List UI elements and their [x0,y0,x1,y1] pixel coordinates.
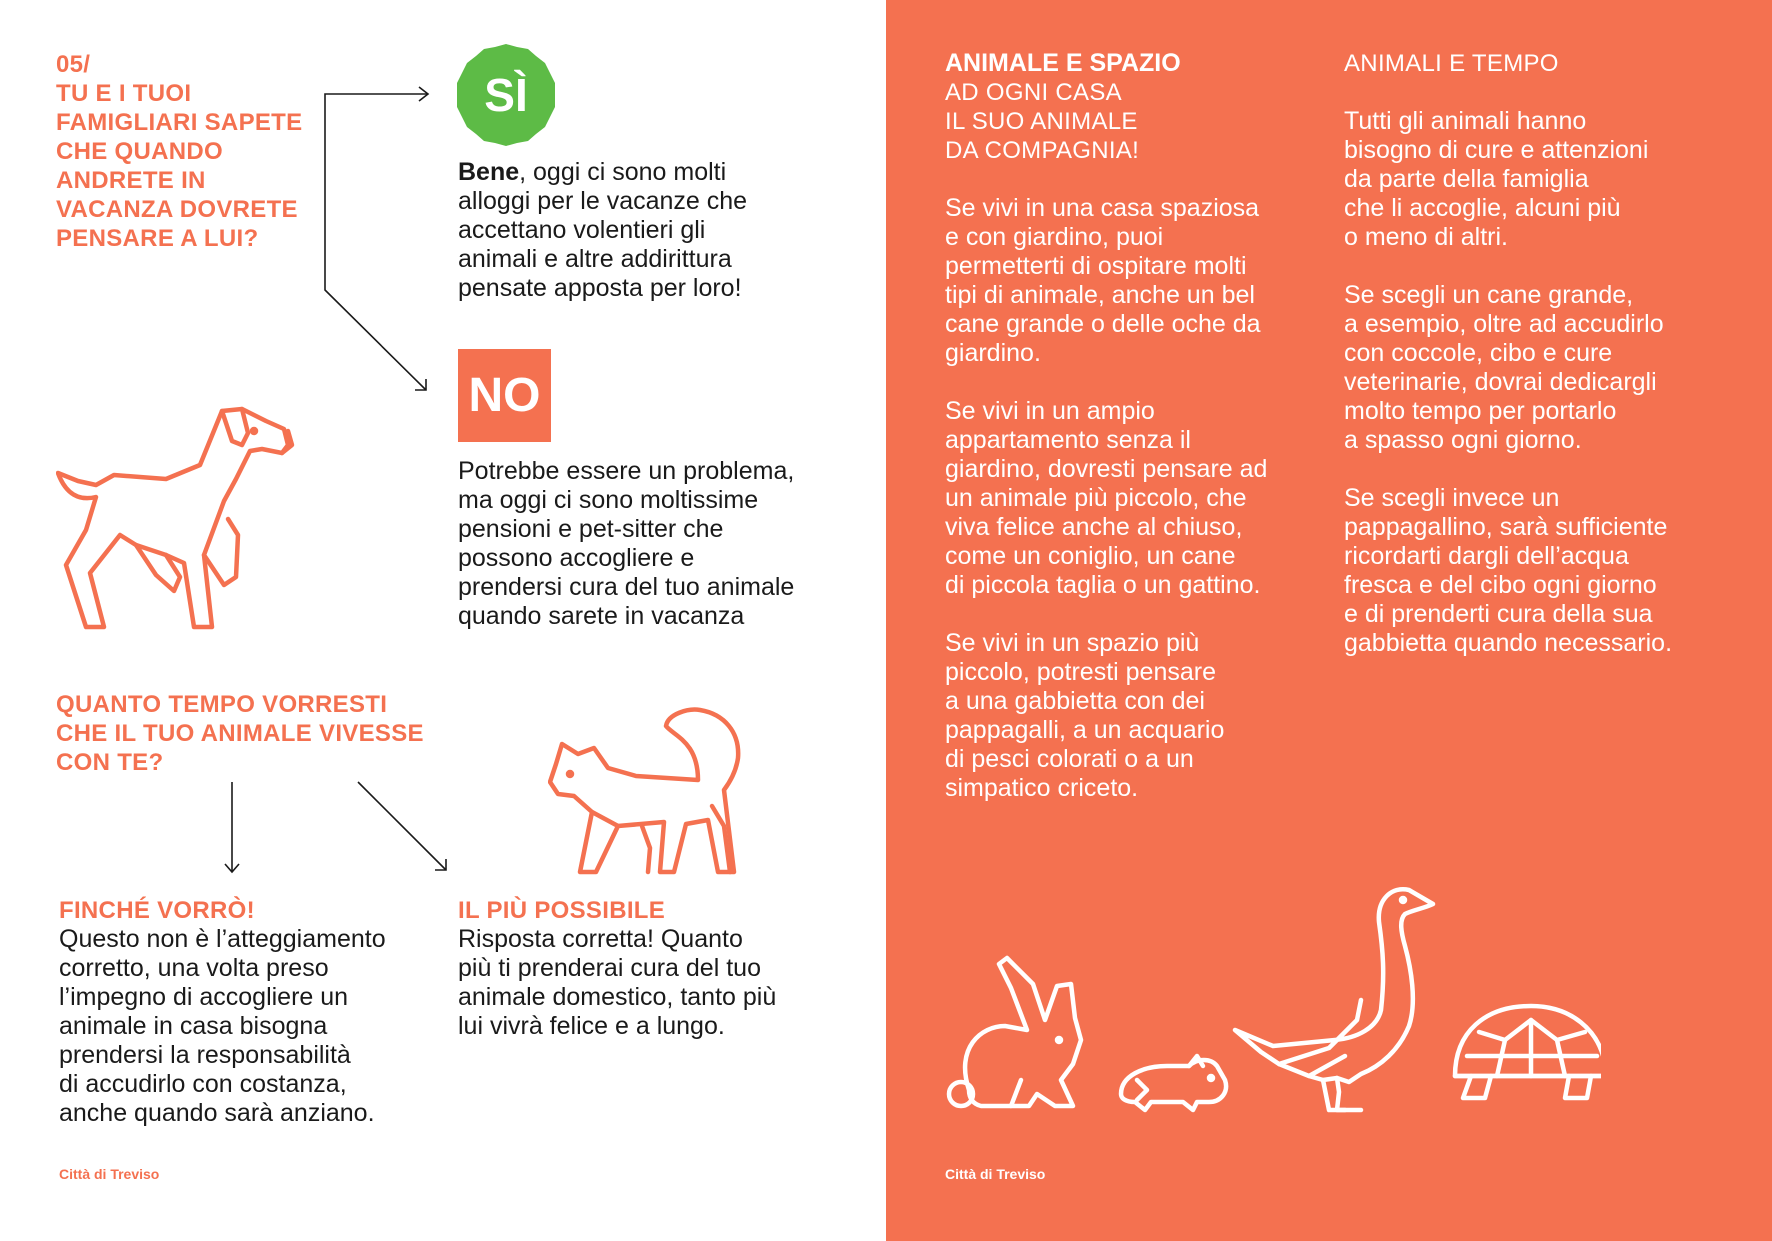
yes-badge-label: SÌ [484,69,528,121]
answer-b-line: più ti prenderai cura del tuo [458,954,761,982]
question-number: 05/ [56,51,91,78]
space-line: come un coniglio, un cane [945,542,1236,570]
goose-icon [1235,889,1433,1110]
space-line: viva felice anche al chiuso, [945,513,1243,541]
time-line: Se scegli un cane grande, [1344,281,1634,309]
time-line: a spasso ogni giorno. [1344,426,1582,454]
space-line: permetterti di ospitare molti [945,252,1247,280]
arrow-icon [325,87,428,390]
question-2-line: CON TE? [56,749,164,776]
question-1-line: FAMIGLIARI SAPETE [56,109,303,136]
answer-a-line: corretto, una volta preso [59,954,329,982]
space-line: a una gabbietta con dei [945,687,1205,715]
time-line: pappagallino, sarà sufficiente [1344,513,1668,541]
space-line: giardino. [945,339,1041,367]
answer-a-line: anche quando sarà anziano. [59,1099,375,1127]
time-line: con coccole, cibo e cure [1344,339,1613,367]
no-badge: NO [458,349,551,442]
space-line: Se vivi in un spazio più [945,629,1200,657]
space-line: Se vivi in una casa spaziosa [945,194,1260,222]
time-title: ANIMALI E TEMPO [1344,50,1559,77]
answer-a-line: Questo non è l’atteggiamento [59,925,386,953]
space-line: e con giardino, puoi [945,223,1164,251]
space-line: piccolo, potresti pensare [945,658,1216,686]
yes-first-line [458,158,747,187]
time-line: a esempio, oltre ad accudirlo [1344,310,1664,338]
yes-bold-word: Bene [458,158,520,186]
cat-icon [548,702,758,877]
animals-illustration [941,880,1601,1140]
space-line: pappagalli, a un acquario [945,716,1225,744]
no-line: pensioni e pet-sitter che [458,515,724,543]
no-line: ma oggi ci sono moltissime [458,486,759,514]
yes-line: alloggi per le vacanze che [458,187,748,215]
yes-line: pensate apposta per loro! [458,274,742,302]
no-line: possono accogliere e [458,544,695,572]
yes-answer [458,158,747,303]
arrow-icon [225,782,446,872]
question-2 [56,690,424,777]
yes-line: animali e altre addirittura [458,245,732,273]
space-subtitle-line: DA COMPAGNIA! [945,137,1140,164]
no-line: Potrebbe essere un problema, [458,457,795,485]
question-2-line: CHE IL TUO ANIMALE VIVESSE [56,720,424,747]
question-1 [56,50,302,253]
space-column [945,49,1267,803]
no-line: quando sarete in vacanza [458,602,745,630]
time-line: bisogno di cure e attenzioni [1344,136,1649,164]
space-subtitle-line: IL SUO ANIMALE [945,108,1138,135]
time-line: Se scegli invece un [1344,484,1560,512]
question-1-line: ANDRETE IN [56,167,206,194]
yes-badge [454,43,558,147]
answer-b-line: Risposta corretta! Quanto [458,925,743,953]
space-line: di piccola taglia o un gattino. [945,571,1261,599]
yes-line: accettano volentieri gli [458,216,706,244]
time-line: o meno di altri. [1344,223,1508,251]
hamster-icon [1121,1056,1226,1110]
time-line: che li accoglie, alcuni più [1344,194,1621,222]
answer-a-line: animale in casa bisogna [59,1012,328,1040]
no-line: prendersi cura del tuo animale [458,573,795,601]
space-title: ANIMALE E SPAZIO [945,49,1181,77]
space-line: un animale più piccolo, che [945,484,1247,512]
answer-b [458,896,776,1041]
branch-arrows [300,80,440,400]
answer-a-line: prendersi la responsabilità [59,1041,351,1069]
space-line: di pesci colorati o a un [945,745,1194,773]
dog-icon [56,405,296,630]
time-line: gabbietta quando necessario. [1344,629,1673,657]
answer-a-line: l’impegno di accogliere un [59,983,349,1011]
question-1-line: CHE QUANDO [56,138,224,165]
no-answer [458,457,794,631]
answer-arrows [220,780,450,880]
space-line: tipi di animale, anche un bel [945,281,1255,309]
space-line: giardino, dovresti pensare ad [945,455,1268,483]
footer-left: Città di Treviso [59,1166,160,1182]
time-line: fresca e del cibo ogni giorno [1344,571,1657,599]
answer-b-line: lui vivrà felice e a lungo. [458,1012,725,1040]
answer-b-line: animale domestico, tanto più [458,983,777,1011]
answer-a-title: FINCHÉ VORRÒ! [59,897,255,924]
footer-right: Città di Treviso [945,1166,1046,1182]
question-1-line: VACANZA DOVRETE [56,196,298,223]
space-line: cane grande o delle oche da [945,310,1261,338]
answer-a [59,896,386,1128]
time-line: molto tempo per portarlo [1344,397,1617,425]
yes-first-line-rest: , oggi ci sono molti [519,158,727,186]
turtle-icon [1455,1006,1601,1098]
time-line: da parte della famiglia [1344,165,1589,193]
answer-b-title: IL PIÙ POSSIBILE [458,897,666,924]
answer-a-line: di accudirlo con costanza, [59,1070,347,1098]
space-line: appartamento senza il [945,426,1191,454]
space-line: Se vivi in un ampio [945,397,1155,425]
space-subtitle-line: AD OGNI CASA [945,79,1122,106]
question-1-line: TU E I TUOI [56,80,192,107]
space-line: simpatico criceto. [945,774,1139,802]
question-1-line: PENSARE A LUI? [56,225,259,252]
question-2-line: QUANTO TEMPO VORRESTI [56,691,388,718]
time-line: veterinarie, dovrai dedicargli [1344,368,1657,396]
rabbit-icon [949,958,1081,1106]
time-line: e di prenderti cura della sua [1344,600,1653,628]
right-page [886,0,1772,1241]
time-line: ricordarti dargli dell’acqua [1344,542,1629,570]
time-column [1344,49,1672,658]
time-line: Tutti gli animali hanno [1344,107,1587,135]
